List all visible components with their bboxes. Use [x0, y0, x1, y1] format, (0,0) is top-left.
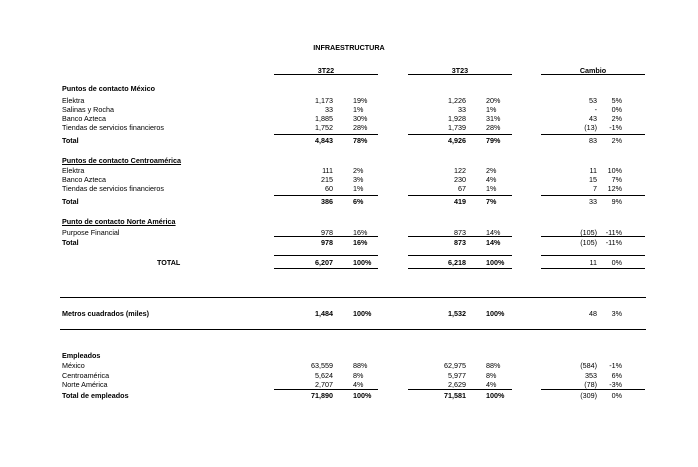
- centroamerica-row-3t23-pct: 2%: [486, 166, 497, 175]
- empleados-row-change-pct: -3%: [609, 380, 622, 389]
- centroamerica-row-change-value: 7: [593, 184, 597, 193]
- mexico-row-3t23-value: 1,226: [448, 96, 466, 105]
- total-rule: [541, 255, 645, 256]
- centroamerica-row-3t22-value: 215: [321, 175, 333, 184]
- centroamerica-total-change-pct: 9%: [611, 197, 622, 206]
- empleados-row-label: México: [62, 361, 85, 370]
- empleados-row-change-pct: -1%: [609, 361, 622, 370]
- column-header-3t22: 3T22: [317, 66, 335, 75]
- mexico-total-change-pct: 2%: [611, 136, 622, 145]
- centroamerica-total-3t22-pct: 6%: [353, 197, 364, 206]
- column-header-3t23: 3T23: [451, 66, 469, 75]
- empleados-row-3t22-pct: 88%: [353, 361, 368, 370]
- grand-total-label: TOTAL: [157, 258, 181, 267]
- mexico-row-3t23-value: 1,739: [448, 123, 466, 132]
- subtotal-rule: [274, 134, 378, 135]
- mexico-row-3t23-pct: 31%: [486, 114, 501, 123]
- empleados-row-change-pct: 6%: [611, 370, 622, 380]
- mexico-row-3t22-value: 1,885: [315, 114, 333, 123]
- column-header-cambio: Cambio: [579, 66, 607, 75]
- centroamerica-total-3t23-value: 419: [454, 197, 466, 206]
- mexico-row-label: Tiendas de servicios financieros: [62, 123, 165, 132]
- total-rule: [274, 255, 378, 256]
- header-rule-3t23: [408, 74, 512, 75]
- total-rule: [408, 268, 512, 269]
- norte-america-total-3t22-value: 978: [321, 238, 333, 247]
- metros-cuadrados-change-value: 48: [589, 309, 597, 318]
- centroamerica-row-label: Elektra: [62, 166, 85, 175]
- total-rule: [274, 268, 378, 269]
- subtotal-rule: [541, 134, 645, 135]
- empleados-row-change-value: (78): [584, 380, 597, 389]
- grand-total-3t23-pct: 100%: [486, 258, 505, 267]
- empleados-row-3t22-pct: 8%: [353, 370, 364, 380]
- centroamerica-row-change-pct: 10%: [607, 166, 622, 175]
- empleados-row-label: Norte América: [62, 380, 108, 389]
- grand-total-change-value: 11: [589, 258, 597, 267]
- empleados-row-3t22-value: 2,707: [315, 380, 333, 389]
- norte-america-total-change-value: (105): [580, 238, 597, 247]
- section-heading-centroamerica: Puntos de contacto Centroamérica: [62, 156, 182, 165]
- metros-cuadrados-3t22-pct: 100%: [353, 309, 372, 318]
- mexico-row-3t22-pct: 1%: [353, 105, 364, 114]
- empleados-total-3t22-value: 71,890: [311, 391, 333, 400]
- empleados-total-3t22-pct: 100%: [353, 391, 372, 400]
- subtotal-rule: [274, 195, 378, 196]
- norte-america-total-3t23-pct: 14%: [486, 238, 501, 247]
- mexico-row-3t22-value: 33: [325, 105, 333, 114]
- subtotal-rule: [408, 195, 512, 196]
- mexico-total-3t22-value: 4,843: [315, 136, 333, 145]
- mexico-total-3t23-pct: 79%: [486, 136, 501, 145]
- empleados-row-3t23-value: 2,629: [448, 380, 466, 389]
- mexico-row-change-value: 43: [589, 114, 597, 123]
- norte-america-row-change-pct: -11%: [605, 228, 622, 237]
- mexico-total-3t22-pct: 78%: [353, 136, 368, 145]
- mexico-row-3t23-pct: 20%: [486, 96, 501, 105]
- centroamerica-row-3t22-value: 111: [322, 166, 333, 175]
- metros-cuadrados-3t22-value: 1,484: [315, 309, 333, 318]
- centroamerica-row-change-value: 11: [589, 166, 597, 175]
- empleados-row-3t22-value: 5,624: [315, 370, 333, 380]
- empleados-total-3t23-pct: 100%: [486, 391, 505, 400]
- subtotal-rule: [274, 389, 378, 390]
- centroamerica-row-label: Tiendas de servicios financieros: [62, 184, 165, 193]
- metros-cuadrados-label: Metros cuadrados (miles): [62, 309, 150, 318]
- header-rule-3t22: [274, 74, 378, 75]
- subtotal-rule: [408, 389, 512, 390]
- mexico-row-3t23-pct: 28%: [486, 123, 501, 132]
- norte-america-row-3t22-value: 978: [321, 228, 333, 237]
- mexico-row-label: Elektra: [62, 96, 85, 105]
- subtotal-rule: [541, 389, 645, 390]
- mexico-row-change-pct: 5%: [611, 96, 622, 105]
- norte-america-total-3t22-pct: 16%: [353, 238, 368, 247]
- empleados-row-3t22-pct: 4%: [353, 380, 364, 389]
- grand-total-change-pct: 0%: [611, 258, 622, 267]
- mexico-row-change-value: 53: [589, 96, 597, 105]
- header-rule-cambio: [541, 74, 645, 75]
- mexico-row-label: Banco Azteca: [62, 114, 106, 123]
- mexico-row-3t22-value: 1,752: [315, 123, 333, 132]
- empleados-total-change-value: (309): [580, 391, 597, 400]
- empleados-row-change-value: (584): [580, 361, 597, 370]
- section-heading-norte-america: Punto de contacto Norte América: [62, 217, 176, 226]
- total-rule: [408, 255, 512, 256]
- empleados-row-3t23-value: 62,975: [444, 361, 466, 370]
- mexico-row-change-value: (13): [584, 123, 597, 132]
- mexico-row-change-pct: 2%: [611, 114, 622, 123]
- empleados-row-label: Centroamérica: [62, 370, 110, 380]
- centroamerica-row-3t22-pct: 2%: [353, 166, 364, 175]
- subtotal-rule: [541, 195, 645, 196]
- empleados-row-3t22-value: 63,559: [311, 361, 333, 370]
- subtotal-rule: [541, 236, 645, 237]
- centroamerica-row-change-pct: 7%: [611, 175, 622, 184]
- centroamerica-total-change-value: 33: [589, 197, 597, 206]
- empleados-row-change-value: 353: [585, 370, 597, 380]
- norte-america-row-3t23-pct: 14%: [486, 228, 501, 237]
- mexico-row-3t22-value: 1,173: [315, 96, 333, 105]
- mexico-row-3t23-value: 1,928: [448, 114, 466, 123]
- mexico-row-change-pct: -1%: [609, 123, 622, 132]
- norte-america-total-3t23-value: 873: [454, 238, 466, 247]
- mexico-row-3t23-pct: 1%: [486, 105, 497, 114]
- norte-america-row-change-value: (105): [580, 228, 597, 237]
- mexico-total-label: Total: [62, 136, 79, 145]
- empleados-row-3t23-pct: 88%: [486, 361, 501, 370]
- centroamerica-total-label: Total: [62, 197, 79, 206]
- centroamerica-total-3t22-value: 386: [321, 197, 333, 206]
- page-title: INFRAESTRUCTURA: [313, 43, 385, 52]
- centroamerica-row-3t22-value: 60: [325, 184, 333, 193]
- norte-america-row-3t23-value: 873: [454, 228, 466, 237]
- grand-total-3t23-value: 6,218: [448, 258, 466, 267]
- mexico-row-change-value: -: [594, 105, 597, 114]
- mexico-total-3t23-value: 4,926: [448, 136, 466, 145]
- norte-america-row-3t22-pct: 16%: [353, 228, 368, 237]
- mexico-total-change-value: 83: [589, 136, 597, 145]
- mexico-row-3t22-pct: 30%: [353, 114, 368, 123]
- norte-america-total-change-pct: -11%: [605, 238, 622, 247]
- mexico-row-3t23-value: 33: [458, 105, 466, 114]
- mexico-row-change-pct: 0%: [611, 105, 622, 114]
- mexico-row-label: Salinas y Rocha: [62, 105, 114, 114]
- centroamerica-row-3t23-value: 67: [458, 184, 466, 193]
- subtotal-rule: [408, 134, 512, 135]
- centroamerica-row-change-pct: 12%: [607, 184, 622, 193]
- centroamerica-row-3t22-pct: 1%: [353, 184, 364, 193]
- centroamerica-row-3t23-value: 230: [454, 175, 466, 184]
- section-heading-mexico: Puntos de contacto México: [62, 84, 156, 93]
- mexico-row-3t22-pct: 28%: [353, 123, 368, 132]
- grand-total-3t22-pct: 100%: [353, 258, 372, 267]
- centroamerica-row-change-value: 15: [589, 175, 597, 184]
- metros-cuadrados-3t23-value: 1,532: [448, 309, 466, 318]
- norte-america-row-label: Purpose Financial: [62, 228, 120, 237]
- subtotal-rule: [274, 236, 378, 237]
- metros-cuadrados-change-pct: 3%: [611, 309, 622, 318]
- empleados-total-change-pct: 0%: [611, 391, 622, 400]
- norte-america-total-label: Total: [62, 238, 79, 247]
- centroamerica-row-3t23-pct: 1%: [486, 184, 497, 193]
- centroamerica-row-3t23-value: 122: [454, 166, 466, 175]
- grand-total-3t22-value: 6,207: [315, 258, 333, 267]
- empleados-total-label: Total de empleados: [62, 391, 129, 400]
- section-divider: [60, 297, 646, 298]
- centroamerica-row-3t22-pct: 3%: [353, 175, 364, 184]
- centroamerica-row-3t23-pct: 4%: [486, 175, 497, 184]
- section-heading-empleados: Empleados: [62, 351, 101, 360]
- empleados-row-3t23-pct: 4%: [486, 380, 497, 389]
- section-divider: [60, 329, 646, 330]
- empleados-row-3t23-pct: 8%: [486, 370, 497, 380]
- empleados-total-3t23-value: 71,581: [444, 391, 466, 400]
- metros-cuadrados-3t23-pct: 100%: [486, 309, 505, 318]
- total-rule: [541, 268, 645, 269]
- centroamerica-row-label: Banco Azteca: [62, 175, 106, 184]
- empleados-row-3t23-value: 5,977: [448, 370, 466, 380]
- centroamerica-total-3t23-pct: 7%: [486, 197, 497, 206]
- subtotal-rule: [408, 236, 512, 237]
- mexico-row-3t22-pct: 19%: [353, 96, 368, 105]
